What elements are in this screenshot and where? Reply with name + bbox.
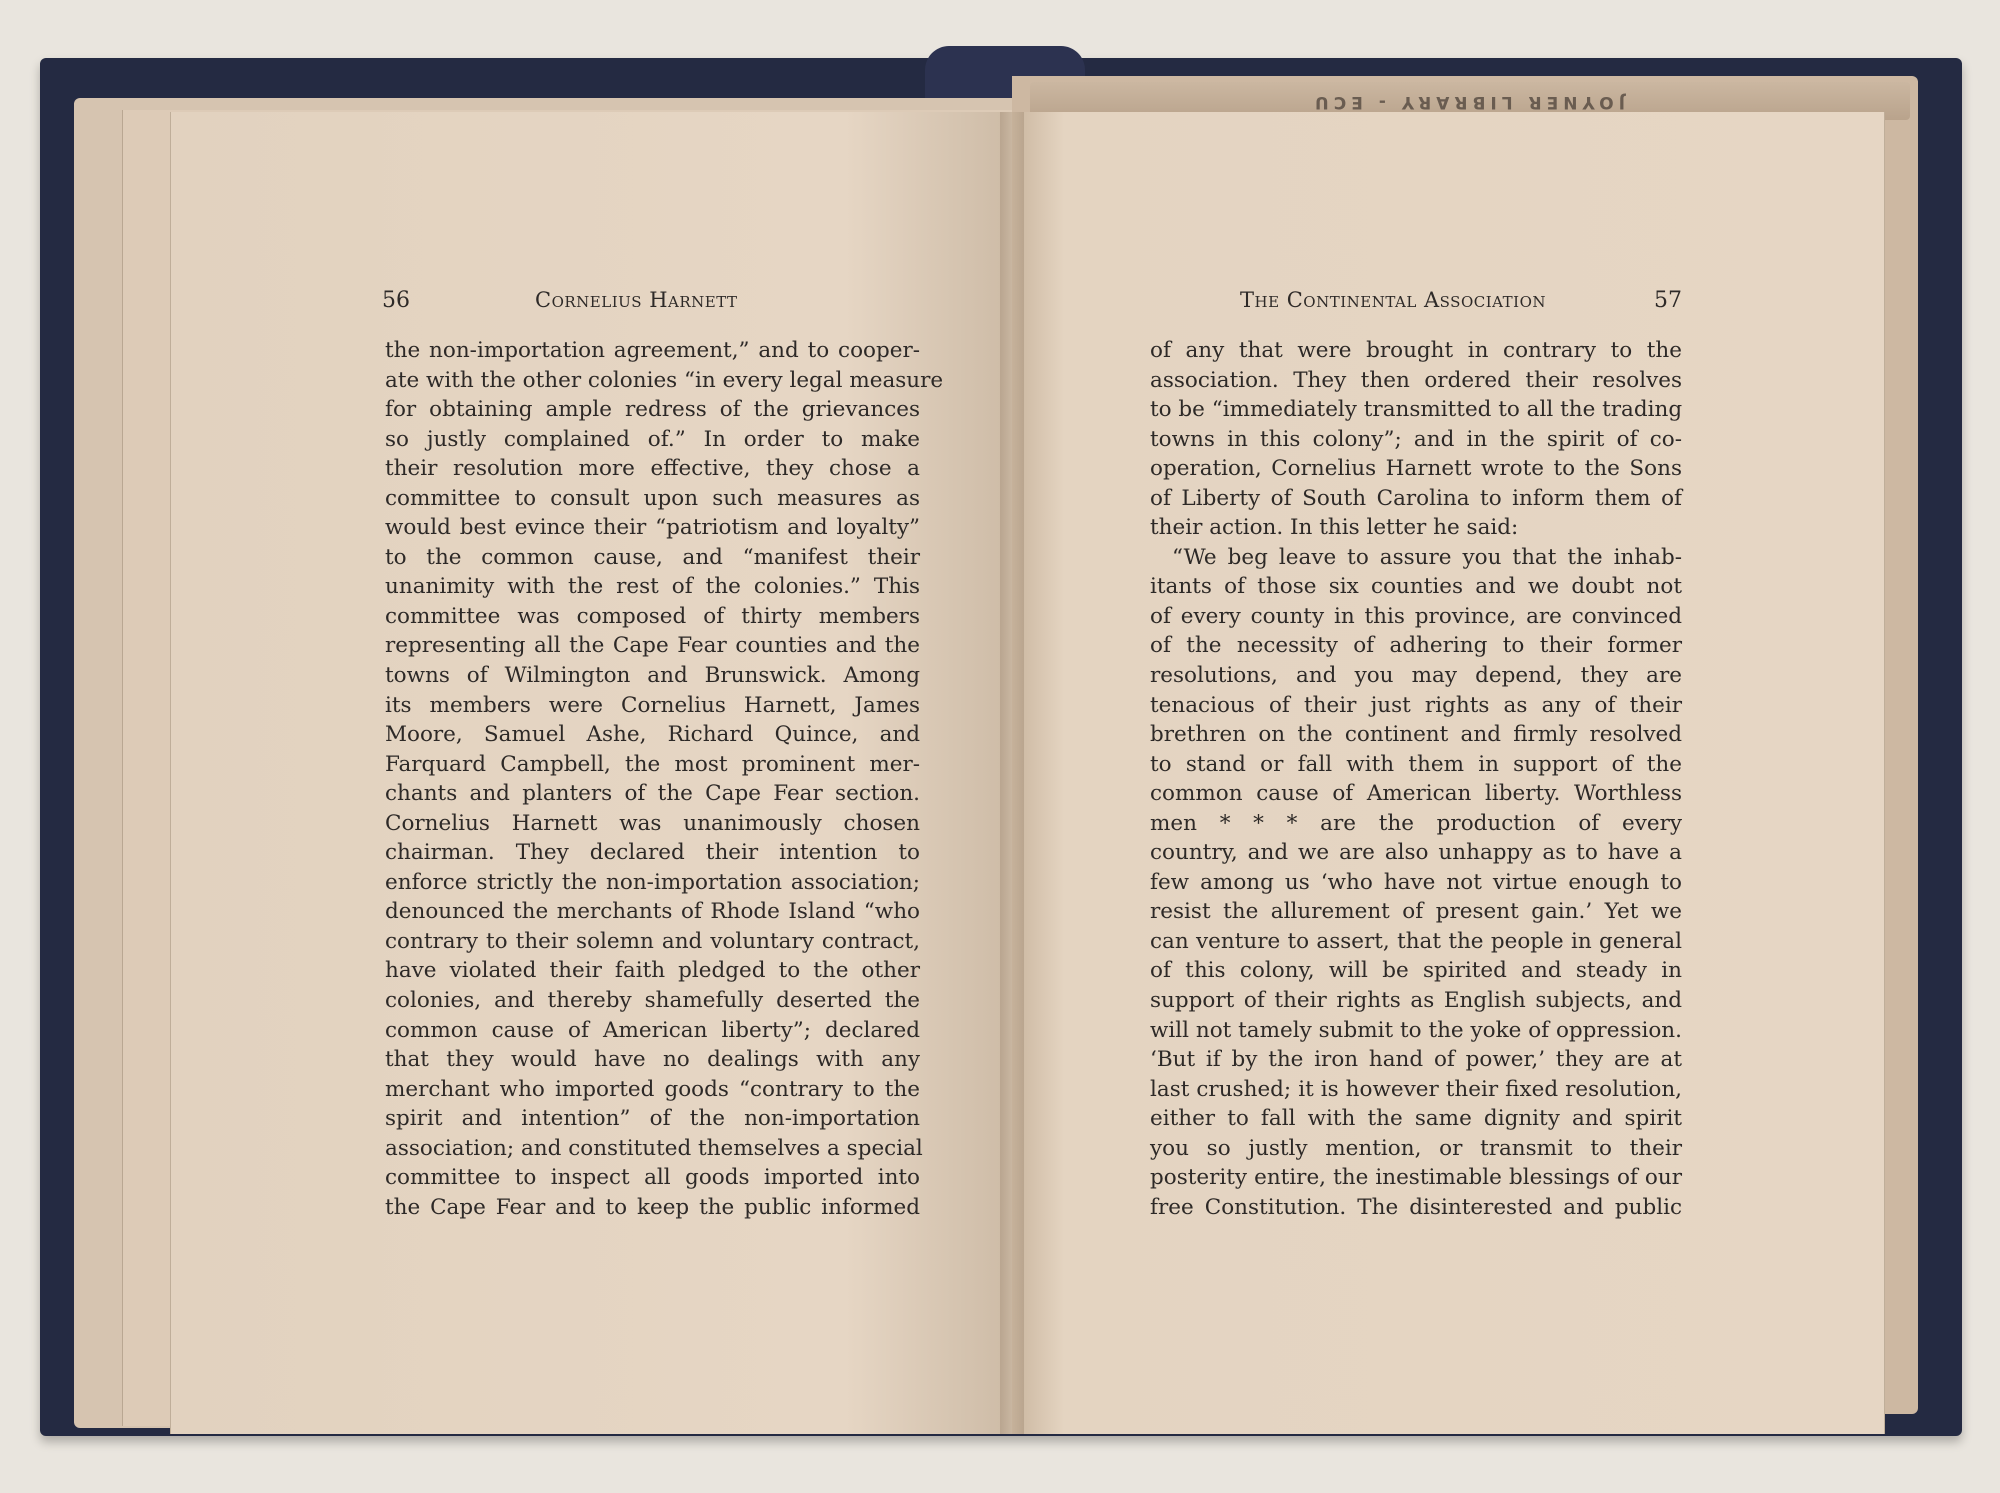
text-line: country, and we are also unhappy as to have a	[1150, 840, 1682, 866]
text-line: resist the allurement of present gain.’ Yet we	[1150, 899, 1682, 925]
text-line: will not tamely submit to the yoke of oppression.	[1150, 1017, 1682, 1043]
text-line: few among us ‘who have not virtue enough to	[1150, 869, 1682, 895]
text-line: of any that were brought in contrary to the	[1150, 338, 1682, 363]
text-line: have violated their faith pledged to the other	[385, 958, 920, 984]
text-line: ate with the other colonies “in every legal measure	[385, 367, 944, 393]
text-line: would best evince their “patriotism and loyalty”	[385, 515, 920, 541]
text-line: tenacious of their just rights as any of their	[1150, 692, 1682, 718]
text-line: representing all the Cape Fear counties and the	[385, 633, 920, 659]
text-line: association; and constituted themselves a special	[385, 1135, 923, 1161]
text-line: Cornelius Harnett was unanimously chosen	[385, 810, 920, 836]
text-line: their action. In this letter he said:	[1150, 515, 1519, 541]
text-line: chants and planters of the Cape Fear section.	[385, 781, 920, 807]
text-line: resolutions, and you may depend, they are	[1150, 663, 1682, 689]
text-line: association. They then ordered their resolves	[1150, 367, 1682, 393]
text-line: brethren on the continent and firmly resolved	[1150, 722, 1682, 748]
text-line: the Cape Fear and to keep the public informed	[385, 1194, 920, 1220]
left-page-text	[385, 336, 944, 1222]
text-line: their resolution more effective, they chose a	[385, 456, 920, 482]
right-running-head: The Continental Association	[1240, 288, 1547, 312]
text-line: free Constitution. The disinterested and public	[1150, 1194, 1682, 1220]
text-line: that they would have no dealings with any	[385, 1047, 920, 1073]
right-page-text	[1150, 336, 1682, 1222]
text-line: of this colony, will be spirited and steady in	[1150, 958, 1682, 984]
text-line: posterity entire, the inestimable blessings of our	[1150, 1165, 1682, 1191]
text-line: so justly complained of.” In order to make	[385, 426, 920, 452]
text-line: Moore, Samuel Ashe, Richard Quince, and	[385, 722, 920, 748]
text-line: contrary to their solemn and voluntary contract,	[385, 928, 920, 954]
text-line: chairman. They declared their intention to	[385, 840, 920, 866]
library-stamp: JOYNER LIBRARY - ECU	[1310, 92, 1625, 112]
text-line: its members were Cornelius Harnett, James	[385, 692, 920, 718]
book-gutter	[1000, 112, 1024, 1434]
text-line: unanimity with the rest of the colonies.” This	[385, 574, 920, 600]
right-page-number: 57	[1654, 288, 1682, 313]
text-line: to stand or fall with them in support of the	[1150, 751, 1682, 777]
text-line: colonies, and thereby shamefully deserted the	[385, 988, 920, 1014]
text-line: common cause of American liberty”; declared	[385, 1017, 920, 1043]
text-line: committee to inspect all goods imported into	[385, 1165, 920, 1191]
text-line: merchant who imported goods “contrary to the	[385, 1076, 920, 1102]
text-line: common cause of American liberty. Worthless	[1150, 781, 1682, 807]
text-line: of Liberty of South Carolina to inform them of	[1150, 485, 1682, 511]
text-line: committee to consult upon such measures as	[385, 485, 920, 511]
text-line: you so justly mention, or transmit to their	[1150, 1135, 1682, 1161]
text-line: Farquard Campbell, the most prominent mer-	[385, 751, 920, 777]
text-line: denounced the merchants of Rhode Island “who	[385, 899, 920, 925]
text-line: committee was composed of thirty members	[385, 603, 920, 629]
left-page-number: 56	[382, 288, 410, 313]
text-line: for obtaining ample redress of the grievances	[385, 397, 920, 423]
text-line: spirit and intention” of the non-importation	[385, 1106, 920, 1132]
text-line: the non-importation agreement,” and to cooper-	[385, 338, 920, 363]
text-line: to be “immediately transmitted to all the trading	[1150, 397, 1683, 423]
text-line: of the necessity of adhering to their former	[1150, 633, 1682, 659]
text-line: last crushed; it is however their fixed resolution,	[1150, 1076, 1682, 1102]
text-line: to the common cause, and “manifest their	[385, 544, 920, 570]
text-line: towns of Wilmington and Brunswick. Among	[385, 663, 920, 689]
text-line: can venture to assert, that the people in general	[1150, 928, 1682, 954]
text-line: towns in this colony”; and in the spirit of co-	[1150, 426, 1682, 452]
text-line: support of their rights as English subjects, and	[1150, 988, 1682, 1014]
text-line: of every county in this province, are convinced	[1150, 603, 1682, 629]
text-line: itants of those six counties and we doubt not	[1150, 574, 1682, 600]
text-line: ‘But if by the iron hand of power,’ they are at	[1150, 1047, 1682, 1073]
text-line: “We beg leave to assure you that the inhab-	[1172, 544, 1682, 570]
text-line: men * * * are the production of every	[1150, 810, 1682, 836]
text-line: operation, Cornelius Harnett wrote to the Sons	[1150, 456, 1682, 482]
text-line: either to fall with the same dignity and spirit	[1150, 1106, 1682, 1132]
left-running-head: Cornelius Harnett	[535, 288, 738, 312]
text-line: enforce strictly the non-importation association;	[385, 869, 920, 895]
